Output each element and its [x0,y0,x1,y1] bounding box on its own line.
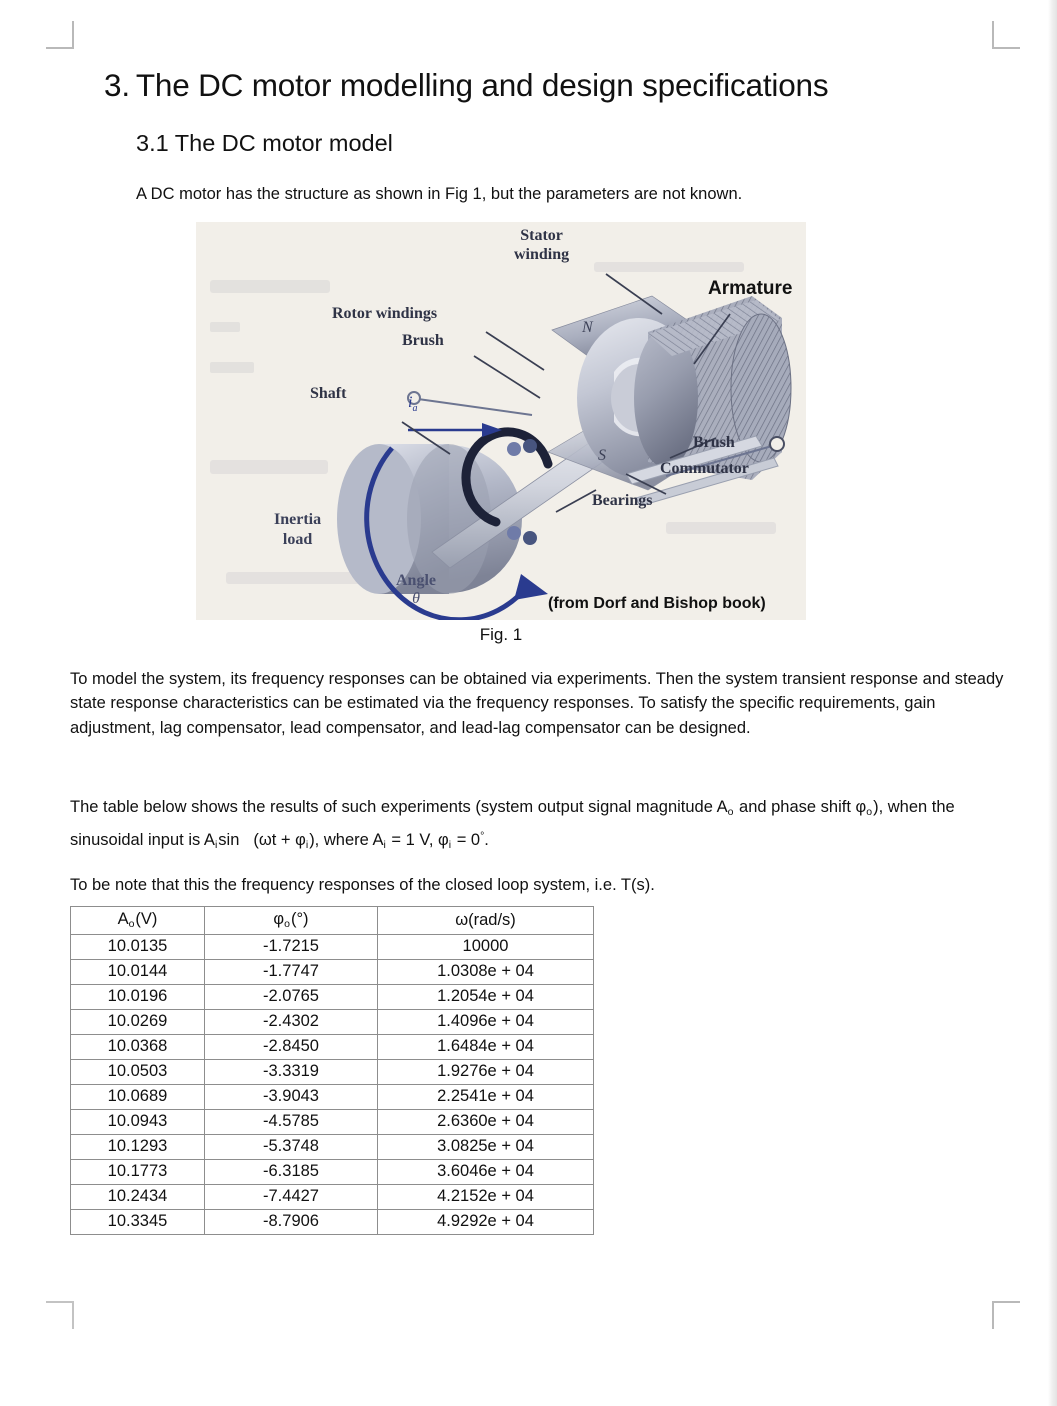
cell-amplitude: 10.0943 [71,1110,205,1135]
table-row [71,1185,594,1210]
paragraph-note: To be note that this the frequency responses of the closed loop system, i.e. T(s). [70,875,655,894]
cell-amplitude: 10.2434 [71,1185,205,1210]
cell-phase: -5.3748 [205,1135,378,1160]
table-row [71,1210,594,1235]
cell-omega: 3.6046e + 04 [378,1160,594,1185]
cell-omega: 4.9292e + 04 [378,1210,594,1235]
section-heading [104,67,828,104]
table-body [71,935,594,1235]
table-row [71,1010,594,1035]
figure-label-armature: Armature [708,278,793,299]
column-header-phase [205,907,378,935]
header-unit-omega: (rad/s) [468,910,516,929]
figure-label-bearings: Bearings [592,492,653,509]
cell-amplitude: 10.3345 [71,1210,205,1235]
intro-sentence: A DC motor has the structure as shown in Fig 1, but the parameters are not known. [136,184,743,203]
table-row [71,985,594,1010]
table-header-row [71,907,594,935]
subscript-phii-2: i [448,839,452,851]
paragraph-table-intro [70,795,1010,858]
subscript-phio: o [866,805,873,818]
cell-omega: 4.2152e + 04 [378,1185,594,1210]
figure-label-rotor-windings: Rotor windings [332,305,438,322]
figure-credit: (from Dorf and Bishop book) [548,595,766,612]
subscript-ai-1: i [214,839,218,851]
cell-phase: -3.3319 [205,1060,378,1085]
cell-amplitude: 10.0368 [71,1035,205,1060]
table-row [71,1060,594,1085]
table-intro-part-7: = 1 V, φ [386,831,449,849]
figure-label-pole-north: N [582,319,593,336]
cell-amplitude: 10.0689 [71,1085,205,1110]
table-row [71,935,594,960]
figure-label-inertia-load: Inertia load [274,511,322,548]
cell-amplitude: 10.0196 [71,985,205,1010]
header-sub-phi: o [284,918,290,930]
table-intro-part-2: and phase shift φ [734,797,867,816]
cell-omega: 1.4096e + 04 [378,1010,594,1035]
figure-label-brush-left: Brush [402,332,444,349]
cell-phase: -2.4302 [205,1010,378,1035]
table-row [71,1160,594,1185]
figure-label-brush-right: Brush [693,434,735,451]
table-row [71,1110,594,1135]
table-header [71,907,594,935]
cell-omega: 10000 [378,935,594,960]
crop-mark-bottom-left [46,1301,74,1329]
figure-label-stator-winding: Stator winding [514,227,570,263]
cell-phase: -1.7747 [205,960,378,985]
section-title: The DC motor modelling and design specifications [135,67,829,104]
subscript-ao: o [727,805,734,818]
figure-label-shaft: Shaft [310,385,347,402]
section-number: 3. [104,67,130,104]
header-symbol-omega: ω [455,910,469,929]
cell-omega: 1.2054e + 04 [378,985,594,1010]
header-unit-a: (V) [135,910,158,928]
figure-label-commutator: Commutator [660,460,749,477]
cell-phase: -8.7906 [205,1210,378,1235]
header-sub-a: o [128,918,135,930]
table-row [71,1135,594,1160]
table-row [71,960,594,985]
column-header-amplitude [71,907,205,935]
table-row [71,1085,594,1110]
figure-label-pole-south: S [598,447,606,464]
cell-phase: -7.4427 [205,1185,378,1210]
cell-phase: -3.9043 [205,1085,378,1110]
degree-superscript: ° [480,830,485,842]
header-unit-phi: (°) [290,910,309,928]
scan-page-right-edge [1048,0,1057,1406]
cell-omega: 2.2541e + 04 [378,1085,594,1110]
cell-omega: 1.6484e + 04 [378,1035,594,1060]
subscript-phii-1: i [305,839,309,851]
cell-amplitude: 10.1293 [71,1135,205,1160]
crop-mark-top-left [46,21,74,49]
header-symbol-phi: φ [273,910,285,928]
cell-omega: 3.0825e + 04 [378,1135,594,1160]
cell-phase: -2.0765 [205,985,378,1010]
figure-label-armature-current: $i_a$ [408,394,418,415]
cell-amplitude: 10.0144 [71,960,205,985]
table-intro-part-9: . [484,831,489,849]
cell-amplitude: 10.0135 [71,935,205,960]
figure-caption: Fig. 1 [479,625,523,644]
cell-omega: 1.9276e + 04 [378,1060,594,1085]
frequency-response-table [70,906,594,1235]
figure-label-angle-symbol: θ [412,590,420,607]
header-symbol-a: A [117,910,129,928]
cell-omega: 2.6360e + 04 [378,1110,594,1135]
figure-label-angle: Angle θ [396,572,436,607]
cell-phase: -2.8450 [205,1035,378,1060]
table-intro-part-1: The table below shows the results of such experiments (system output signal magnitude A [70,797,728,816]
cell-phase: -1.7215 [205,935,378,960]
dc-motor-figure [196,222,806,620]
cell-phase: -4.5785 [205,1110,378,1135]
table-intro-part-3: ), when the sinusoidal input is A [70,797,955,849]
table-intro-part-4: sin [218,831,240,849]
paragraph-modelling: To model the system, its frequency responses can be obtained via experiments. Then the system transient response and steady state response characteristics can be estimated via the frequency responses. To satisfy the specific requirements, gain adjustment, lag compensator, lead compensator, and lead-lag compensator can be designed. [70,669,1004,737]
subsection-heading: 3.1 The DC motor model [136,129,393,156]
subscript-ai-2: i [383,839,386,851]
crop-mark-top-right [992,21,1020,49]
armature-current-subscript: a [412,403,418,415]
table-row [71,1035,594,1060]
cell-amplitude: 10.1773 [71,1160,205,1185]
cell-phase: -6.3185 [205,1160,378,1185]
cell-amplitude: 10.0269 [71,1010,205,1035]
cell-omega: 1.0308e + 04 [378,960,594,985]
cell-amplitude: 10.0503 [71,1060,205,1085]
crop-mark-bottom-right [992,1301,1020,1329]
table-intro-part-8: = 0 [452,831,481,849]
column-header-omega [378,907,594,935]
table-intro-part-5: (ωt + φ [253,831,306,849]
table-intro-part-6: ), where A [309,831,384,849]
